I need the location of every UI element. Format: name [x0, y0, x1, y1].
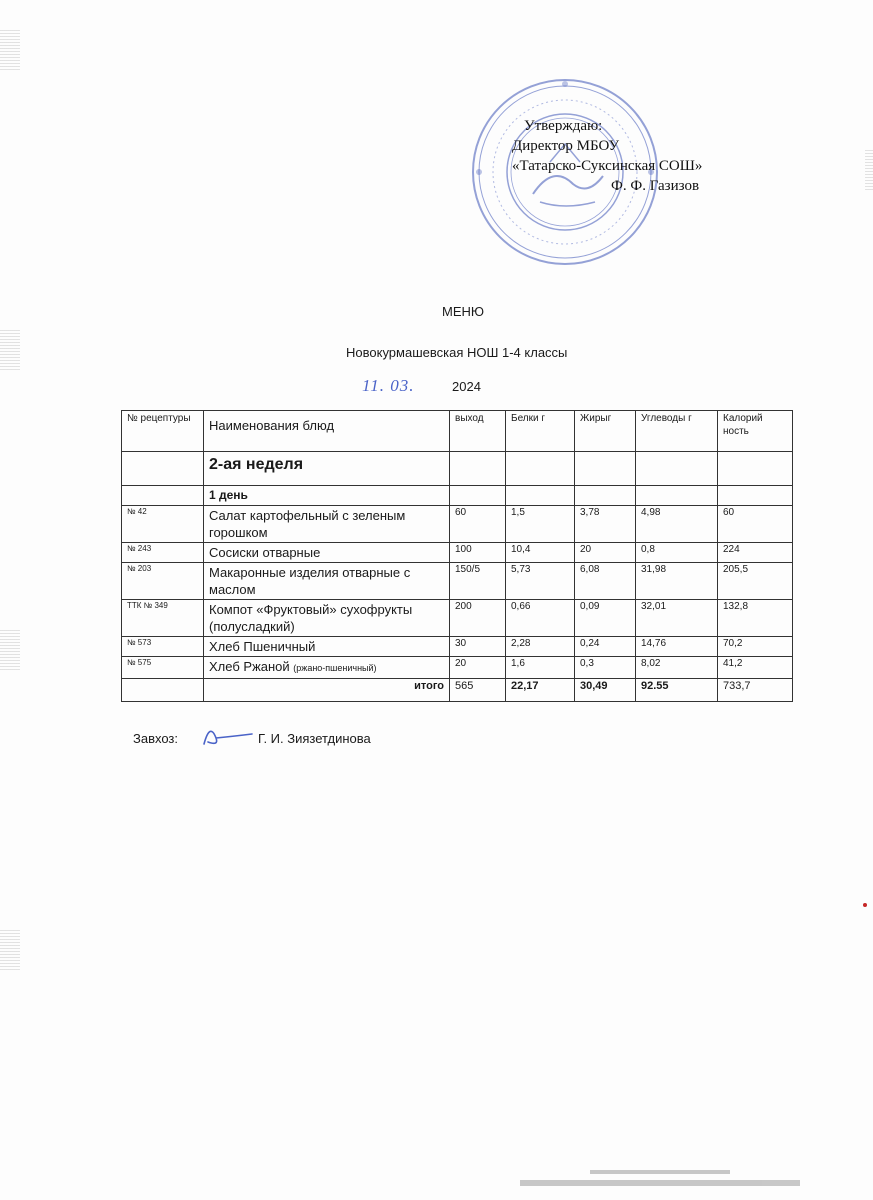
- approval-line: «Татарско-Суксинская СОШ»: [512, 158, 703, 174]
- header-fat: Жирыг: [575, 411, 636, 452]
- approval-line: Ф. Ф. Газизов: [611, 178, 700, 194]
- table-row: [122, 637, 793, 657]
- handwritten-date: 11. 03.: [362, 376, 415, 395]
- fat-value: 3,78: [575, 506, 636, 543]
- table-header-row: [122, 411, 793, 452]
- protein-value: 10,4: [506, 543, 575, 563]
- output-value: 100: [450, 543, 506, 563]
- protein-value: 2,28: [506, 637, 575, 657]
- carbs-value: 14,76: [636, 637, 718, 657]
- dish-name: Сосиски отварные: [204, 543, 450, 563]
- carbs-value: 31,98: [636, 563, 718, 600]
- dish-name-text: Хлеб Ржаной: [209, 659, 290, 674]
- output-value: 200: [450, 600, 506, 637]
- menu-table: [121, 410, 793, 702]
- fat-value: 0,3: [575, 657, 636, 679]
- carbs-value: 4,98: [636, 506, 718, 543]
- total-carbs: 92.55: [636, 679, 718, 702]
- day-row: [122, 486, 793, 506]
- total-label: итого: [204, 679, 450, 702]
- calories-value: 132,8: [718, 600, 793, 637]
- dish-name: Макаронные изделия отварные с маслом: [204, 563, 450, 600]
- school-name: Новокурмашевская НОШ 1-4 классы: [346, 345, 568, 360]
- protein-value: 5,73: [506, 563, 575, 600]
- scan-artifact: [0, 630, 20, 670]
- fat-value: 20: [575, 543, 636, 563]
- table-row: [122, 657, 793, 679]
- output-value: 20: [450, 657, 506, 679]
- red-mark: [863, 903, 867, 907]
- week-label: 2-ая неделя: [204, 452, 450, 486]
- total-protein: 22,17: [506, 679, 575, 702]
- header-calories: Калорий ность: [718, 411, 793, 452]
- protein-value: 1,5: [506, 506, 575, 543]
- total-fat: 30,49: [575, 679, 636, 702]
- calories-value: 41,2: [718, 657, 793, 679]
- signature-label: Завхоз:: [133, 731, 178, 746]
- calories-value: 224: [718, 543, 793, 563]
- total-calories: 733,7: [718, 679, 793, 702]
- recipe-code: № 42: [122, 506, 204, 543]
- output-value: 30: [450, 637, 506, 657]
- table-row: [122, 543, 793, 563]
- table-row: [122, 600, 793, 637]
- header-name: Наименования блюд: [204, 411, 450, 452]
- calories-value: 70,2: [718, 637, 793, 657]
- header-recipe: № рецептуры: [122, 411, 204, 452]
- dish-name: Хлеб Пшеничный: [204, 637, 450, 657]
- title-text: МЕНЮ: [442, 304, 485, 319]
- table-row: [122, 506, 793, 543]
- scan-artifact: [865, 150, 873, 190]
- year: 2024: [452, 379, 481, 394]
- recipe-code: № 243: [122, 543, 204, 563]
- fat-value: 6,08: [575, 563, 636, 600]
- header-output: выход: [450, 411, 506, 452]
- scan-artifact: [0, 330, 20, 370]
- calories-value: 60: [718, 506, 793, 543]
- dish-name: Компот «Фруктовый» сухофрукты (полусладкий): [204, 600, 450, 637]
- approval-line: Утверждаю:: [524, 118, 603, 134]
- table-row: [122, 563, 793, 600]
- day-label: 1 день: [204, 486, 450, 506]
- output-value: 150/5: [450, 563, 506, 600]
- scan-artifact: [0, 30, 20, 70]
- recipe-code: № 203: [122, 563, 204, 600]
- total-output: 565: [450, 679, 506, 702]
- carbs-value: 8,02: [636, 657, 718, 679]
- week-row: [122, 452, 793, 486]
- carbs-value: 0,8: [636, 543, 718, 563]
- total-row: [122, 679, 793, 702]
- dish-name: Салат картофельный с зеленым горошком: [204, 506, 450, 543]
- recipe-code: № 575: [122, 657, 204, 679]
- recipe-code: № 573: [122, 637, 204, 657]
- scan-artifact: [510, 1160, 810, 1200]
- fat-value: 0,09: [575, 600, 636, 637]
- recipe-code: ТТК № 349: [122, 600, 204, 637]
- approval-block: [512, 116, 702, 196]
- header-protein: Белки г: [506, 411, 575, 452]
- fat-value: 0,24: [575, 637, 636, 657]
- dish-name-note: (ржано-пшеничный): [293, 663, 377, 673]
- signature-name: Г. И. Зиязетдинова: [258, 731, 371, 746]
- dish-name: [204, 657, 450, 679]
- scan-artifact: [0, 930, 20, 970]
- handwritten-signature: [200, 720, 255, 750]
- protein-value: 0,66: [506, 600, 575, 637]
- output-value: 60: [450, 506, 506, 543]
- header-carbs: Углеводы г: [636, 411, 718, 452]
- protein-value: 1,6: [506, 657, 575, 679]
- carbs-value: 32,01: [636, 600, 718, 637]
- approval-line: Директор МБОУ: [512, 138, 620, 154]
- calories-value: 205,5: [718, 563, 793, 600]
